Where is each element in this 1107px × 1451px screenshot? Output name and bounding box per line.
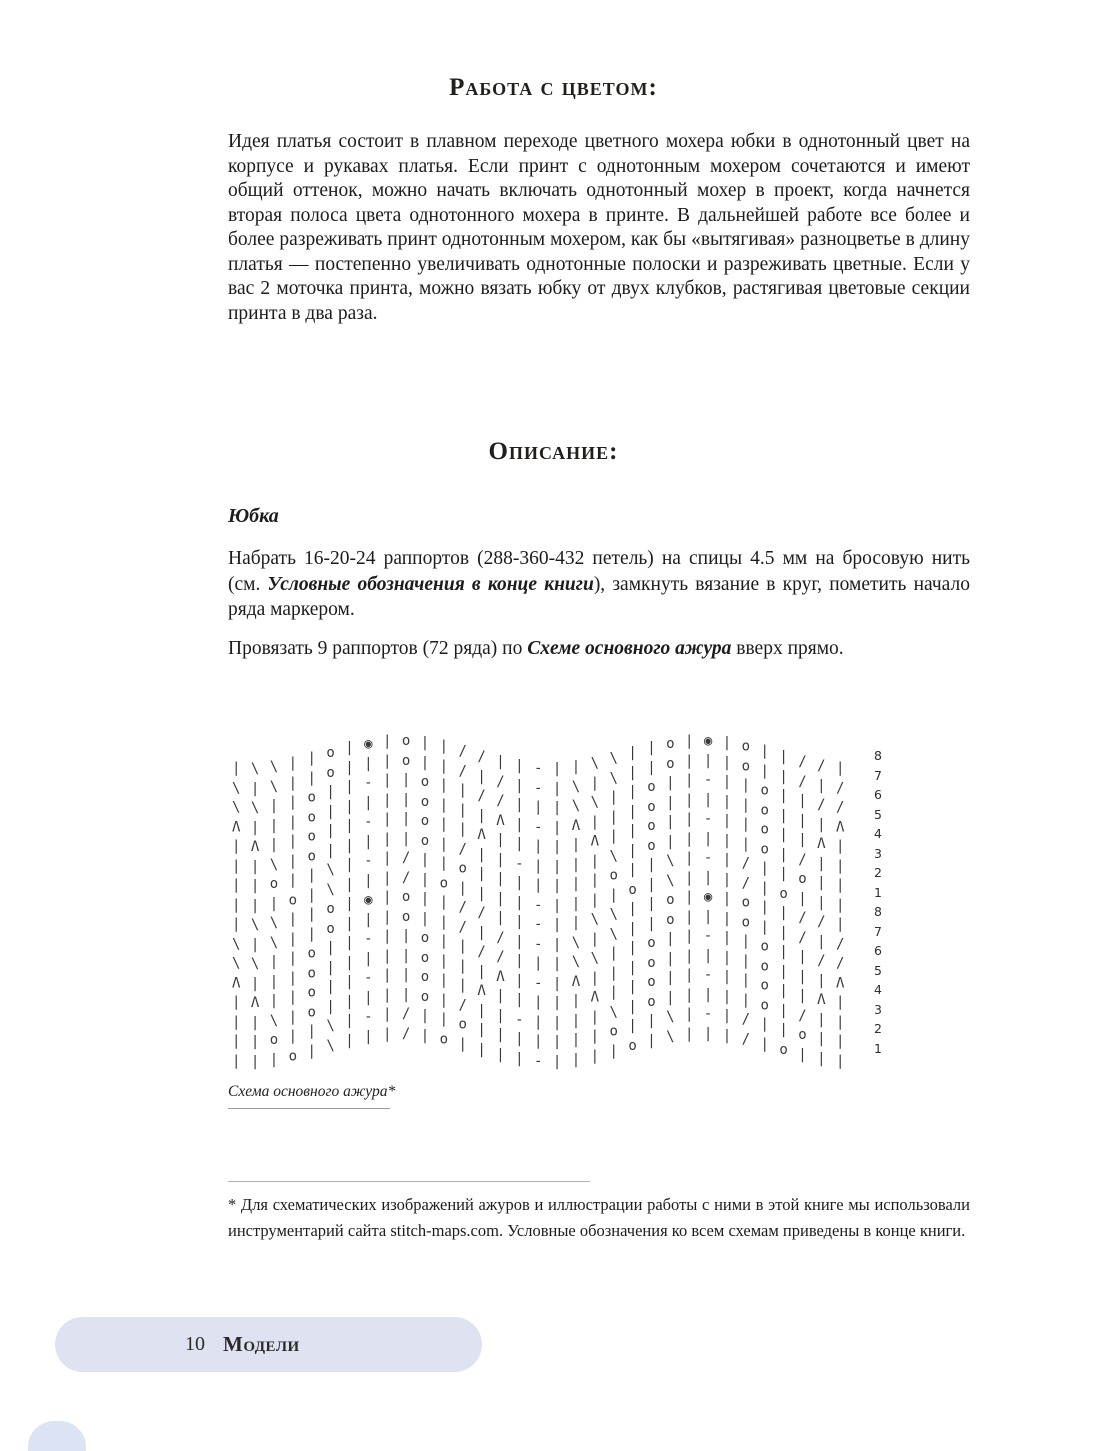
chart-row: | | o | | \ | - | / | | o | | | | | | | o | | \ | - | / | | o | | 2 — [232, 1006, 882, 1050]
chart-row: Λ | | | o | | | | | o | | | Λ | - | Λ | | | o | | | | | o | | | Λ 5 — [232, 791, 882, 836]
footer-section-label: Модели — [223, 1332, 300, 1356]
chart-row: \ | \ | | o | | | o | | / | / | - | \ | \ | | o | | | o | | / | / 7 — [232, 752, 882, 797]
chart-row-number: 3 — [874, 845, 882, 861]
chart-row-number: 2 — [874, 1021, 882, 1036]
chart-row: Λ | | | o | | | | | o | | | Λ | - | Λ | | | o | | | | | o | | | Λ 5 — [232, 947, 882, 992]
caption-underline — [228, 1108, 390, 1109]
stitch-chart-rows — [232, 726, 882, 1070]
chart-row-number: 2 — [874, 865, 882, 880]
page-footer — [55, 1317, 482, 1372]
chart-row: \ | \ | | o | | | o | | / | / | - | \ | \ | | o | | | o | | / | / 7 — [232, 908, 882, 953]
chart-row: | Λ | | o | | - | | o | | Λ | | | | | Λ | | o | | - | | o | | Λ | 4 — [232, 967, 882, 1011]
chart-row: | | \ | o | | | | | o | / | | - | | | | \ | o | | | | | o | / | | 3 — [232, 830, 882, 875]
corner-decoration — [28, 1421, 86, 1451]
chart-row-number: 5 — [874, 806, 882, 822]
footnote-divider — [228, 1181, 590, 1182]
chart-caption: Схема основного ажура* — [228, 1083, 396, 1100]
chart-row-number: 3 — [874, 1001, 882, 1017]
chart-row: \ \ | | o | | - | | o | | / / | | | \ \ | | o | | - | | o | | / / 6 — [232, 928, 882, 972]
chart-row: | \ \ | | o | ◉ | o | | / / | | - | | \ \ | | o | ◉ | o | | / / | 8 — [232, 889, 882, 933]
chart-row-number: 1 — [874, 884, 882, 900]
chart-row-number: 5 — [874, 962, 882, 978]
chart-row-number: 8 — [874, 748, 882, 763]
color-work-paragraph: Идея платья состоит в плавном переходе цветного мохера юбки в однотонный цвет на корпусе и рукавах платья. Если принт с однотонным мохером сочетаются и имеют общий оттенок, можно начать включать однотонный мохер в проект, когда начнется вторая полоса цвета однотонного мохера в принте. В дальнейшей работе все более и более разреживать принт однотонным мохером, как бы «вытягивая» разноцветье в длину платья — постепенно увеличивать однотонные полоски и разреживать цветные. Если у вас 2 моточка принта, можно вязать юбку от двух клубков, растягивая цветовые секции принта в два раза. — [228, 131, 970, 324]
chart-row: \ \ | | o | | - | | o | | / / | | | \ \ | | o | | - | | o | | / / 6 — [232, 772, 882, 816]
stitch-chart — [232, 726, 882, 1070]
section-title-color-work: Работа с цветом: — [449, 74, 658, 101]
chart-row: | | o | | \ | - | / | | o | | | | | | | o | | \ | - | / | | o | | 2 — [232, 850, 882, 894]
subsection-title-skirt: Юбка — [228, 505, 279, 527]
chart-row-number: 4 — [874, 982, 882, 997]
cast-on-paragraph: Набрать 16-20-24 раппортов (288-360-432 петель) на спицы 4.5 мм на бросовую нить (см. Условные обозначения в конце книги), замкнуть вязание в круг, пометить начало ряда маркером. — [228, 548, 970, 620]
chart-row-number: 1 — [874, 1040, 882, 1056]
chart-row: | Λ | | o | | - | | o | | Λ | | | | | Λ | | o | | - | | o | | Λ | 4 — [232, 811, 882, 855]
chart-row-number: 4 — [874, 826, 882, 841]
chart-row-number: 6 — [874, 943, 882, 958]
chart-row-number: 7 — [874, 923, 882, 939]
chart-row-number: 6 — [874, 787, 882, 802]
knit-instruction-paragraph: Провязать 9 раппортов (72 ряда) по Схеме основного ажура вверх прямо. — [228, 638, 844, 659]
chart-row-number: 7 — [874, 767, 882, 783]
chart-row: | | \ | o | | | | | o | / | | - | | | | \ | o | | | | | o | / | | 3 — [232, 986, 882, 1031]
chart-row: | \ \ | | o | ◉ | o | | / / | | - | | \ \ | | o | ◉ | o | | / / | 8 — [232, 733, 882, 777]
chart-row-number: 8 — [874, 904, 882, 919]
footnote-text: * Для схематических изображений ажуров и иллюстрации работы с ними в этой книге мы использовали инструментарий сайта stitch-maps.com. Условные обозначения ко всем схемам приведены в конце книги. — [228, 1195, 970, 1240]
page-number: 10 — [185, 1333, 205, 1355]
chart-row: | | | o | \ | | | / | o | | | | - | | | | o | \ | | | / | o | | | 1 — [232, 869, 882, 914]
chart-row: | | | o | \ | | | / | o | | | | - | | | | o | \ | | | / | o | | | 1 — [232, 1025, 882, 1070]
section-title-description: Описание: — [488, 438, 619, 465]
